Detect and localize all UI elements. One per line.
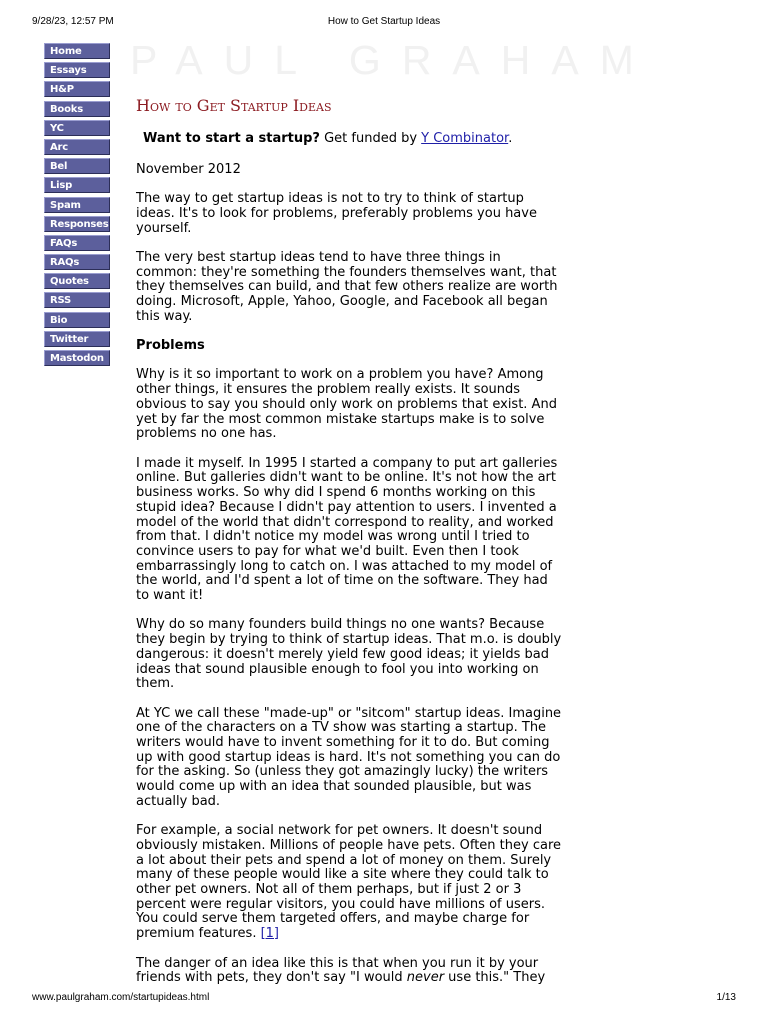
paragraph-1: The way to get startup ideas is not to try to think of startup ideas. It's to look for problems, preferably problems you have yourself. bbox=[136, 191, 537, 236]
nav-lisp[interactable]: Lisp bbox=[44, 177, 110, 193]
print-datetime: 9/28/23, 12:57 PM bbox=[32, 16, 114, 27]
nav-home[interactable]: Home bbox=[44, 43, 110, 59]
footnote-link-1[interactable]: [1] bbox=[260, 926, 280, 942]
nav-quotes[interactable]: Quotes bbox=[44, 273, 110, 289]
essay-date: November 2012 bbox=[136, 161, 241, 177]
callout-text: Get funded by bbox=[319, 131, 422, 146]
page-title: How to Get Startup Ideas bbox=[136, 96, 332, 115]
paragraph-2: The very best startup ideas tend to have three things in common: they're something the founders themselves want, that they themselves can build, and that few others realize are worth doing. Microsoft, Apple, Yahoo, Google, and Facebook all began this way. bbox=[136, 249, 558, 324]
yc-link[interactable]: Y Combinator bbox=[421, 131, 509, 146]
paragraph-8-emphasis: never bbox=[406, 970, 445, 986]
nav-books[interactable]: Books bbox=[44, 101, 110, 117]
nav-spam[interactable]: Spam bbox=[44, 197, 110, 213]
nav-bel[interactable]: Bel bbox=[44, 158, 110, 174]
nav-arc[interactable]: Arc bbox=[44, 139, 110, 155]
paragraph-8-end: use this." They bbox=[444, 970, 546, 986]
paragraph-7-text: For example, a social network for pet owners. It doesn't sound obviously mistaken. Millions of people have pets. Often they care a lot about their pets and spend a lot of money on them. Surely many of these people would like a site where they could talk to other pet owners. Not all of them perhaps, but if just 2 or 3 percent were regular visitors, you could have millions of users. You could serve them targeted offers, and maybe charge for premium features. bbox=[136, 823, 562, 942]
nav-essays[interactable]: Essays bbox=[44, 62, 110, 78]
nav-bio[interactable]: Bio bbox=[44, 312, 110, 328]
print-footer bbox=[32, 992, 736, 1006]
nav-faqs[interactable]: FAQs bbox=[44, 235, 110, 251]
paragraph-7 bbox=[136, 824, 562, 942]
essay-content bbox=[136, 96, 562, 1001]
paragraph-6: At YC we call these "made-up" or "sitcom" startup ideas. Imagine one of the characters on a TV show was starting a startup. The writers would have to invent something for it to do. But coming up with good startup ideas is hard. It's not something you can do for the asking. So (unless they got amazingly lucky) the writers would come up with an idea that sounded plausible, but was actually bad. bbox=[136, 705, 562, 809]
paragraph-8-start: The danger of an idea like this is that when you run it by your friends with pets, they don't say "I would bbox=[136, 955, 539, 986]
print-url: www.paulgraham.com/startupideas.html bbox=[32, 992, 210, 1003]
nav-responses[interactable]: Responses bbox=[44, 216, 110, 232]
funding-callout bbox=[143, 132, 562, 147]
nav-rss[interactable]: RSS bbox=[44, 292, 110, 308]
paragraph-8 bbox=[136, 957, 562, 986]
paragraph-3: Why is it so important to work on a problem you have? Among other things, it ensures the problem really exists. It sounds obvious to say you should only work on problems that exist. And yet by far the most common mistake startups make is to solve problems no one has. bbox=[136, 367, 557, 442]
nav-twitter[interactable]: Twitter bbox=[44, 331, 110, 347]
print-page-number: 1/13 bbox=[716, 992, 736, 1003]
sidebar-nav bbox=[44, 43, 110, 369]
nav-yc[interactable]: YC bbox=[44, 120, 110, 136]
callout-bold: Want to start a startup? bbox=[143, 131, 320, 146]
nav-raqs[interactable]: RAQs bbox=[44, 254, 110, 270]
site-banner: PAUL GRAHAM bbox=[130, 37, 655, 83]
paragraph-4: I made it myself. In 1995 I started a company to put art galleries online. But galleries didn't want to be online. It's not how the art business works. So why did I spend 6 months working on this stupid idea? Because I didn't pay attention to users. I invented a model of the world that didn't correspond to reality, and worked from that. I didn't notice my model was wrong until I tried to convince users to pay for what we'd built. Even then I took embarrassingly long to catch on. I was attached to my model of the world, and I'd spent a lot of time on the software. They had to want it! bbox=[136, 455, 558, 604]
section-heading-problems: Problems bbox=[136, 338, 205, 354]
print-header bbox=[32, 16, 736, 30]
paragraph-5: Why do so many founders build things no one wants? Because they begin by trying to think of startup ideas. That m.o. is doubly dangerous: it doesn't merely yield few good ideas; it yields bad ideas that sound plausible enough to fool you into working on them. bbox=[136, 617, 562, 692]
nav-hp[interactable]: H&P bbox=[44, 81, 110, 97]
callout-end: . bbox=[508, 131, 513, 146]
nav-mastodon[interactable]: Mastodon bbox=[44, 350, 110, 366]
print-doc-title: How to Get Startup Ideas bbox=[327, 16, 441, 27]
